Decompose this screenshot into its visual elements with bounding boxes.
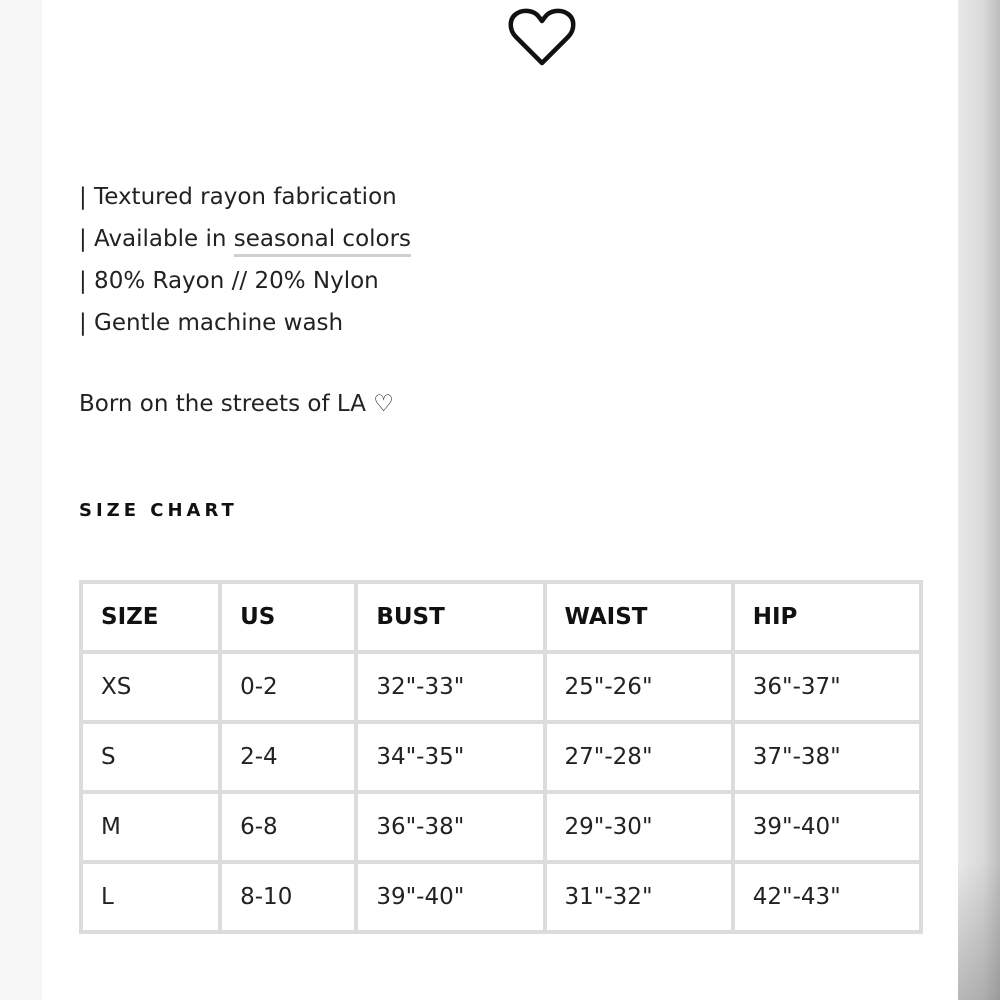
feature-text: | Available in bbox=[79, 226, 234, 252]
tagline: Born on the streets of LA ♡ bbox=[79, 391, 394, 417]
table-cell: 37"-38" bbox=[733, 722, 921, 792]
table-cell: 8-10 bbox=[220, 862, 356, 932]
table-cell: 42"-43" bbox=[733, 862, 921, 932]
product-details-panel bbox=[42, 0, 958, 1000]
table-cell: S bbox=[81, 722, 220, 792]
table-cell: L bbox=[81, 862, 220, 932]
table-row bbox=[81, 862, 921, 932]
seasonal-colors-link[interactable]: seasonal colors bbox=[234, 226, 411, 257]
table-cell: 39"-40" bbox=[356, 862, 544, 932]
heart-outline-icon bbox=[508, 8, 576, 68]
feature-item bbox=[79, 302, 679, 344]
table-cell: 0-2 bbox=[220, 652, 356, 722]
table-cell: 31"-32" bbox=[545, 862, 733, 932]
screen-edge bbox=[958, 0, 1000, 1000]
feature-item bbox=[79, 260, 679, 302]
table-cell: 32"-33" bbox=[356, 652, 544, 722]
feature-text: | Gentle machine wash bbox=[79, 310, 344, 336]
table-cell: 39"-40" bbox=[733, 792, 921, 862]
table-cell: 36"-38" bbox=[356, 792, 544, 862]
size-chart-table bbox=[79, 580, 923, 934]
feature-item bbox=[79, 218, 679, 260]
table-cell: 29"-30" bbox=[545, 792, 733, 862]
screen-edge-shadow bbox=[958, 860, 1000, 1000]
favorite-button[interactable] bbox=[508, 8, 576, 68]
column-header: BUST bbox=[356, 582, 544, 652]
table-row bbox=[81, 792, 921, 862]
feature-text: | Textured rayon fabrication bbox=[79, 184, 397, 210]
table-cell: 2-4 bbox=[220, 722, 356, 792]
feature-text: | 80% Rayon // 20% Nylon bbox=[79, 268, 379, 294]
column-header: US bbox=[220, 582, 356, 652]
table-cell: M bbox=[81, 792, 220, 862]
column-header: WAIST bbox=[545, 582, 733, 652]
column-header: SIZE bbox=[81, 582, 220, 652]
feature-item bbox=[79, 176, 679, 218]
table-row bbox=[81, 722, 921, 792]
table-cell: XS bbox=[81, 652, 220, 722]
feature-list bbox=[79, 176, 679, 344]
table-cell: 25"-26" bbox=[545, 652, 733, 722]
table-row bbox=[81, 652, 921, 722]
table-header-row bbox=[81, 582, 921, 652]
column-header: HIP bbox=[733, 582, 921, 652]
table-cell: 34"-35" bbox=[356, 722, 544, 792]
table-cell: 27"-28" bbox=[545, 722, 733, 792]
table-cell: 6-8 bbox=[220, 792, 356, 862]
size-chart-title: SIZE CHART bbox=[79, 500, 238, 521]
table-cell: 36"-37" bbox=[733, 652, 921, 722]
